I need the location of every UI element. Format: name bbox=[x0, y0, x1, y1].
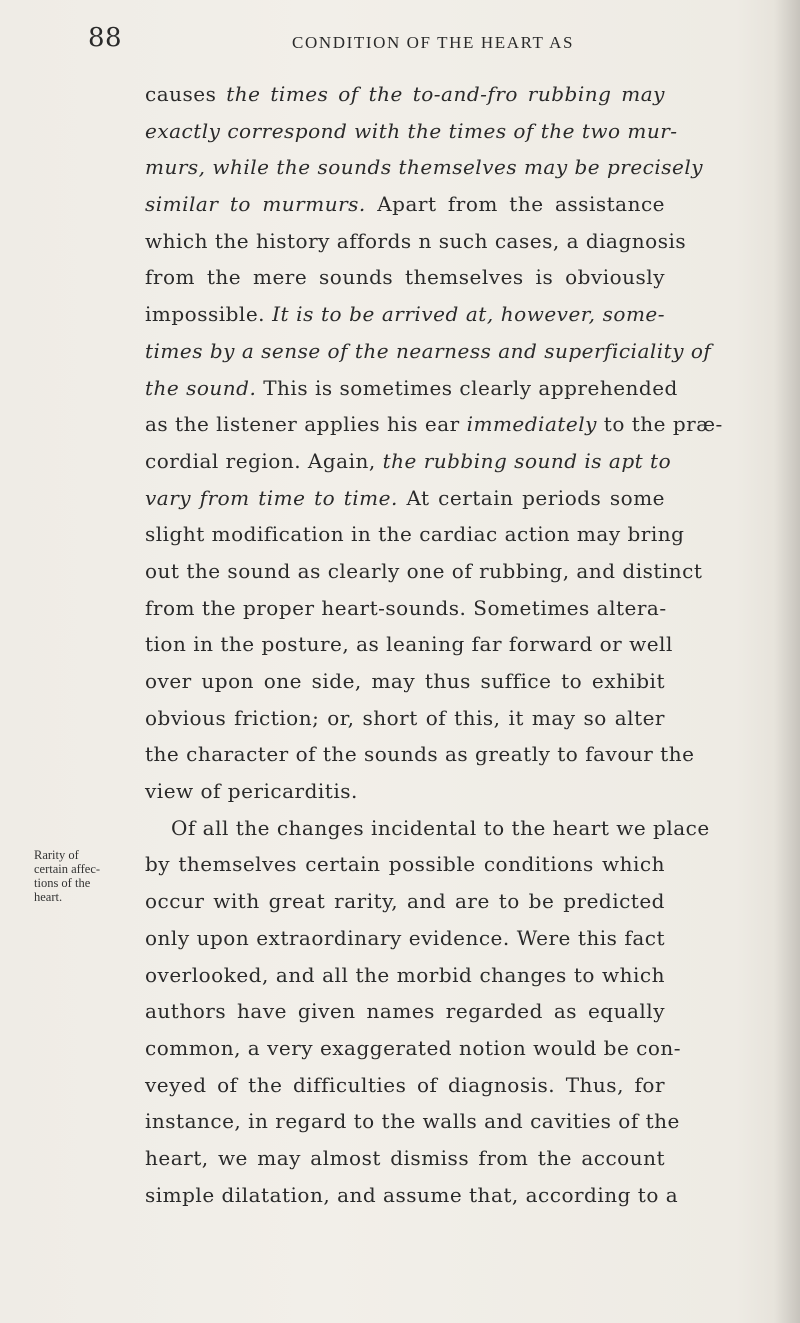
paragraph bbox=[145, 76, 723, 810]
italic-run: the times of the to-and-fro rubbing may bbox=[226, 82, 665, 106]
italic-run: the rubbing sound is apt to bbox=[382, 448, 672, 473]
page-header bbox=[88, 18, 728, 62]
page-number: 88 bbox=[88, 23, 123, 53]
margin-note-line: Rarity of bbox=[34, 848, 79, 862]
text-line: vary from time to time. At certain periods some bbox=[145, 485, 665, 510]
italic-run: murs, while the sounds themselves may be precisely bbox=[145, 155, 704, 180]
margin-note bbox=[34, 848, 144, 904]
text-line: veyed of the difficulties of diagnosis. Thus, for bbox=[145, 1072, 665, 1097]
margin-note-line: tions of the bbox=[34, 876, 91, 890]
italic-run: exactly correspond with the times of the two mur- bbox=[145, 118, 678, 143]
text-line: out the sound as clearly one of rubbing, and distinct bbox=[145, 558, 703, 583]
text-line: similar to murmurs. Apart from the assistance bbox=[145, 192, 665, 217]
text-line: only upon extraordinary evidence. Were this fact bbox=[145, 925, 665, 950]
text-line: from the mere sounds themselves is obviously bbox=[145, 265, 665, 290]
text-line: from the proper heart-sounds. Sometimes altera- bbox=[145, 595, 667, 620]
text-line: instance, in regard to the walls and cavities of the bbox=[145, 1109, 680, 1134]
text-line: over upon one side, may thus suffice to exhibit bbox=[145, 669, 665, 693]
text-line: heart, we may almost dismiss from the account bbox=[145, 1145, 665, 1170]
paragraph bbox=[145, 810, 710, 1214]
text-line: by themselves certain possible conditions which bbox=[145, 852, 665, 877]
text-line: the character of the sounds as greatly to favour the bbox=[145, 742, 695, 767]
text-line bbox=[145, 333, 712, 370]
text-line: authors have given names regarded as equally bbox=[145, 999, 665, 1024]
text-line: view of pericarditis. bbox=[145, 779, 358, 804]
margin-note-line: heart. bbox=[34, 890, 63, 904]
italic-run: the sound. bbox=[145, 375, 257, 400]
text-line: the sound. This is sometimes clearly apprehended bbox=[145, 375, 678, 400]
text-line: simple dilatation, and assume that, according to a bbox=[145, 1182, 679, 1207]
page-edge-shadow bbox=[774, 0, 800, 1323]
running-head: CONDITION OF THE HEART AS bbox=[292, 33, 575, 52]
text-line bbox=[145, 149, 704, 186]
text-line: occur with great rarity, and are to be predicted bbox=[145, 889, 665, 914]
text-line: as the listener applies his ear immediately to the præ- bbox=[145, 412, 723, 437]
italic-run: It is to be arrived at, however, some- bbox=[272, 302, 665, 327]
text-line: causes the times of the to-and-fro rubbing may bbox=[145, 82, 665, 106]
text-line: tion in the posture, as leaning far forward or well bbox=[145, 632, 673, 657]
text-line: impossible. It is to be arrived at, however, some- bbox=[145, 302, 665, 327]
text-line: obvious friction; or, short of this, it may so alter bbox=[145, 705, 665, 730]
text-line: slight modification in the cardiac action may bring bbox=[145, 522, 685, 547]
text-line: overlooked, and all the morbid changes to which bbox=[145, 962, 665, 987]
italic-run: similar to murmurs. bbox=[145, 192, 366, 217]
italic-run: times by a sense of the nearness and superficiality of bbox=[145, 338, 712, 363]
text-line: common, a very exaggerated notion would be con- bbox=[145, 1035, 682, 1060]
italic-run: vary from time to time. bbox=[145, 485, 398, 510]
text-line bbox=[145, 113, 678, 150]
body-text bbox=[145, 76, 723, 1213]
italic-run: immediately bbox=[466, 412, 597, 437]
text-line: which the history affords n such cases, a diagnosis bbox=[145, 228, 687, 253]
text-line: Of all the changes incidental to the heart we place bbox=[171, 815, 710, 840]
text-line: cordial region. Again, the rubbing sound is apt to bbox=[145, 448, 672, 473]
margin-note-line: certain affec- bbox=[34, 862, 101, 876]
